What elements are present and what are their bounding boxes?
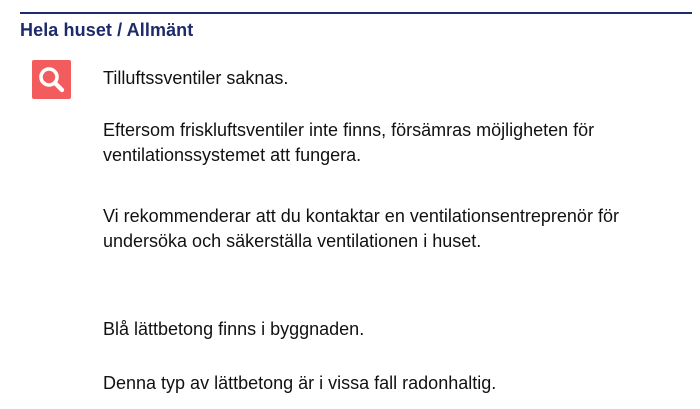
text-line: Eftersom friskluftsventiler inte finns, försämras möjligheten för bbox=[103, 120, 595, 140]
section-title: Hela huset / Allmänt bbox=[20, 20, 194, 40]
text-line: ventilationssystemet att fungera. bbox=[103, 145, 362, 165]
finding-paragraph-missing-vents bbox=[103, 66, 288, 91]
section-divider bbox=[20, 12, 692, 14]
text-line: Vi rekommenderar att du kontaktar en ventilationsentreprenör för bbox=[103, 206, 619, 226]
finding-paragraph-recommendation bbox=[103, 204, 619, 254]
text-line: Tilluftssventiler saknas. bbox=[103, 68, 289, 88]
search-icon bbox=[32, 60, 71, 99]
text-line: Blå lättbetong finns i byggnaden. bbox=[103, 319, 365, 339]
text-line: undersöka och säkerställa ventilationen i huset. bbox=[103, 231, 482, 251]
text-line: Denna typ av lättbetong är i vissa fall radonhaltig. bbox=[103, 373, 497, 393]
finding-paragraph-radon bbox=[103, 371, 496, 396]
finding-paragraph-consequence bbox=[103, 118, 594, 168]
finding-paragraph-blue-concrete bbox=[103, 317, 364, 342]
